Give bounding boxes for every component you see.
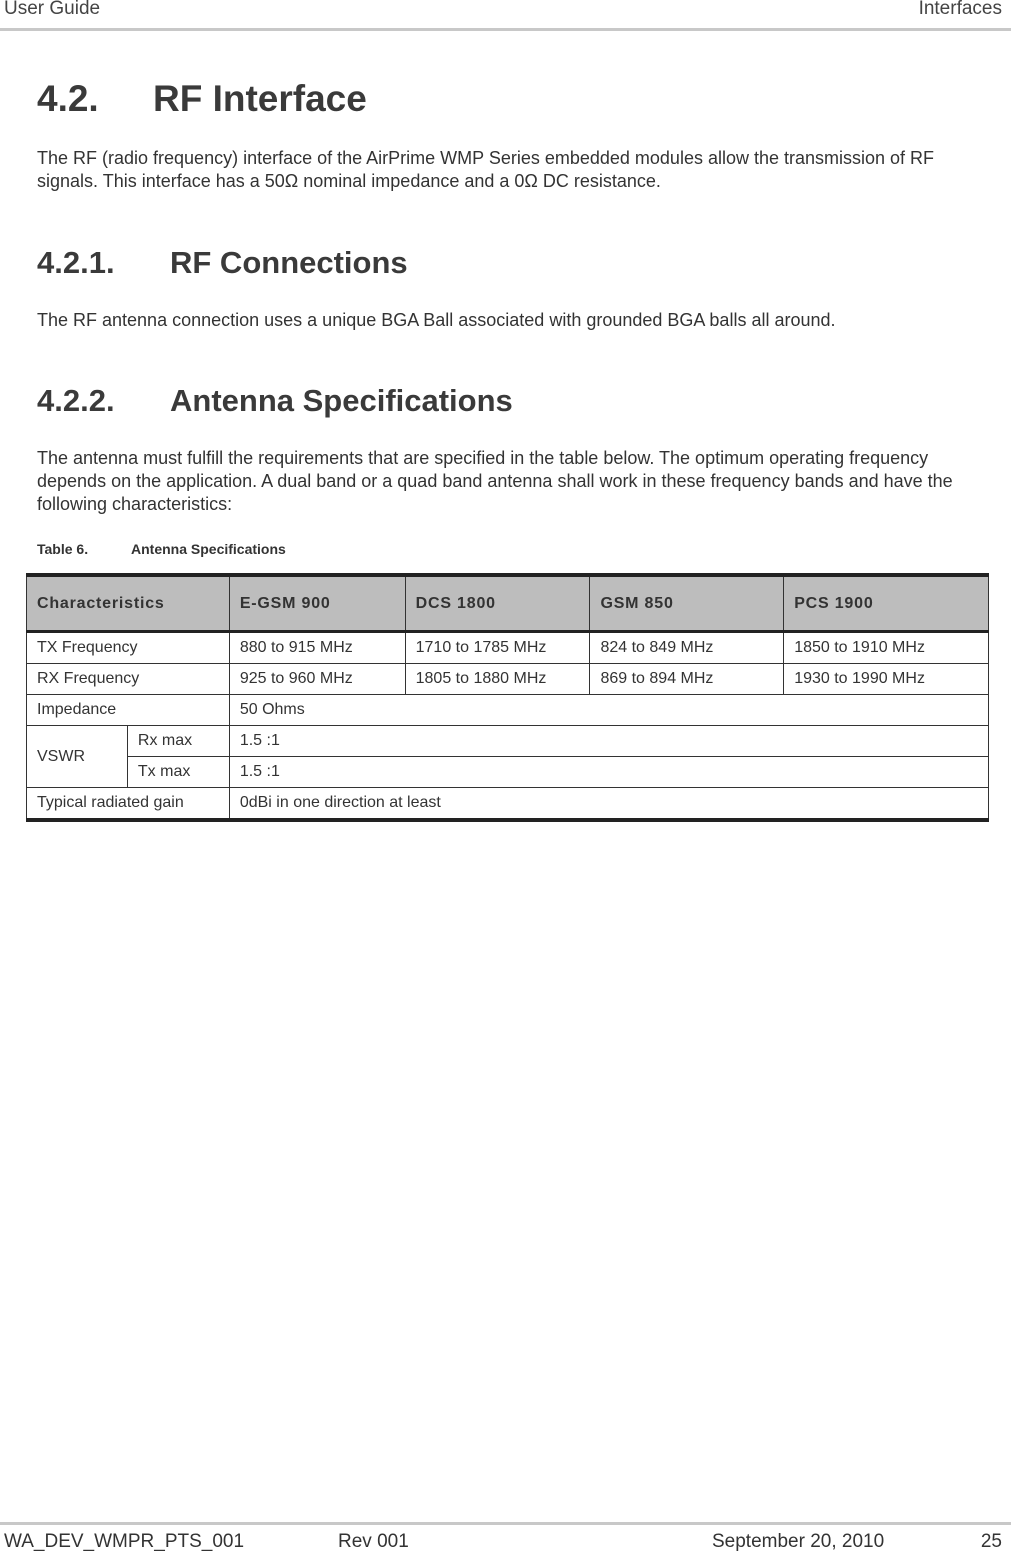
page-header <box>0 0 1011 31</box>
sub-label: Tx max <box>127 757 229 788</box>
table-header-row <box>27 575 989 632</box>
table-row-tx-frequency <box>27 632 989 664</box>
table-caption <box>37 541 286 557</box>
table-row-vswr-tx <box>27 757 989 788</box>
table-cell: 869 to 894 MHz <box>590 664 784 695</box>
table-cell: 1850 to 1910 MHz <box>784 632 989 664</box>
footer-doc-id: WA_DEV_WMPR_PTS_001 <box>4 1531 245 1552</box>
table-row-gain <box>27 788 989 821</box>
table-cell: 1710 to 1785 MHz <box>405 632 590 664</box>
antenna-specs-paragraph: The antenna must fulfill the requirements that are specified in the table below. The optimum operating frequency depends on the application. A dual band or a quad band antenna shall work in these frequency bands and have the following characteristics: <box>37 448 953 514</box>
table-row-vswr-rx <box>27 726 989 757</box>
table-row-rx-frequency <box>27 664 989 695</box>
footer-revision: Rev 001 <box>338 1531 409 1552</box>
header-doc-type: User Guide <box>4 0 101 19</box>
footer-page-number: 25 <box>980 1531 1002 1552</box>
row-label: Typical radiated gain <box>27 788 230 821</box>
table-row-impedance <box>27 695 989 726</box>
row-label: Impedance <box>27 695 230 726</box>
antenna-spec-table <box>26 573 989 822</box>
subsection-heading-antenna-specs <box>37 383 513 419</box>
row-label: RX Frequency <box>27 664 230 695</box>
table-cell: 1.5 :1 <box>229 757 988 788</box>
table-cell: 880 to 915 MHz <box>229 632 405 664</box>
subsection-heading-rf-connections <box>37 245 408 281</box>
table-cell: 0dBi in one direction at least <box>229 788 988 821</box>
page-footer <box>0 1522 1011 1563</box>
header-cell: PCS 1900 <box>784 575 989 632</box>
table-caption-number: Table 6. <box>37 541 89 557</box>
table-cell: 50 Ohms <box>229 695 988 726</box>
header-cell: Characteristics <box>27 575 230 632</box>
subsection-title: RF Connections <box>170 245 408 280</box>
subsection-title: Antenna Specifications <box>170 383 513 418</box>
section-paragraph: The RF (radio frequency) interface of the AirPrime WMP Series embedded modules allow the transmission of RF signals. This interface has a 50Ω nominal impedance and a 0Ω DC resistance. <box>37 148 935 191</box>
header-chapter: Interfaces <box>918 0 1002 19</box>
section-title: RF Interface <box>153 78 367 119</box>
sub-label: Rx max <box>127 726 229 757</box>
row-label: VSWR <box>27 726 128 788</box>
rf-connections-paragraph: The RF antenna connection uses a unique BGA Ball associated with grounded BGA balls all around. <box>37 310 836 330</box>
table-cell: 925 to 960 MHz <box>229 664 405 695</box>
table-cell: 1.5 :1 <box>229 726 988 757</box>
subsection-number: 4.2.1. <box>37 245 115 280</box>
header-cell: E-GSM 900 <box>229 575 405 632</box>
header-cell: GSM 850 <box>590 575 784 632</box>
footer-date: September 20, 2010 <box>712 1531 885 1552</box>
section-number: 4.2. <box>37 78 99 119</box>
table-caption-title: Antenna Specifications <box>131 541 286 557</box>
table-cell: 824 to 849 MHz <box>590 632 784 664</box>
row-label: TX Frequency <box>27 632 230 664</box>
section-heading <box>37 78 367 120</box>
subsection-number: 4.2.2. <box>37 383 115 418</box>
table-cell: 1805 to 1880 MHz <box>405 664 590 695</box>
table-cell: 1930 to 1990 MHz <box>784 664 989 695</box>
header-cell: DCS 1800 <box>405 575 590 632</box>
